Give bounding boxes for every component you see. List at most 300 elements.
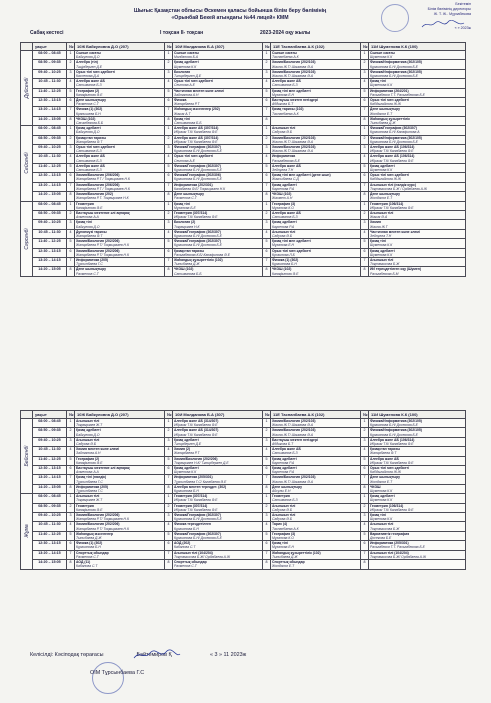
- table-row: [21, 550, 466, 559]
- lesson-cell: [271, 494, 361, 503]
- lesson-cell: [369, 98, 466, 107]
- subject-name: Информатика (205/301): [370, 541, 409, 546]
- lesson-cell: [271, 210, 361, 219]
- subject-name: География (2): [76, 456, 100, 461]
- table-row: [21, 560, 466, 569]
- day-cell: [21, 201, 33, 276]
- teacher-name: Жаина Ж.Т/ Шаимова Ә.А: [272, 139, 314, 144]
- subject-name: Физика/Информатика (302/105): [370, 60, 422, 65]
- subject-name: Ағылшын тілі (104/204): [174, 550, 213, 555]
- teacher-name: Абдикова Б.Т: [272, 102, 294, 107]
- lesson-cell: [271, 513, 361, 522]
- lesson-cell: [173, 145, 263, 154]
- subject-name: Химия/Биология (202/103): [272, 135, 316, 140]
- lesson-number: 3: [67, 513, 75, 522]
- lesson-number: 7: [263, 550, 271, 559]
- subject-name: Жаһандық мәселелер: [76, 531, 113, 536]
- lesson-cell: [173, 550, 263, 559]
- lesson-cell: [173, 154, 263, 163]
- lesson-number: 1: [165, 201, 173, 210]
- lesson-number: 1: [165, 51, 173, 60]
- subject-name: Частичная мектеп және әлемі: [370, 229, 420, 234]
- teacher-name: Кабдыгайсова Ж.Ж: [370, 102, 401, 107]
- lesson-number: 3: [165, 513, 173, 522]
- column-header: 11Е Таспанбаева А.К (102): [271, 43, 361, 51]
- lesson-number: 5: [67, 163, 75, 172]
- lesson-number: 5: [263, 163, 271, 172]
- teacher-name: Сатыманов Б.З: [272, 451, 298, 456]
- lesson-cell: [75, 116, 165, 125]
- lesson-number: 7: [361, 475, 369, 484]
- lesson-cell: [369, 229, 466, 238]
- teacher-name: Сатыманов Б.З: [76, 168, 102, 173]
- time-cell: 09:40 – 10:25: [33, 437, 67, 446]
- subject-name: Қазақ тілі мен әдебиеті: [272, 239, 311, 244]
- subject-name: Қазақ тілі: [76, 220, 92, 225]
- teacher-name: Жаина Ж.Т/ Шаимова Ә.А: [272, 149, 314, 154]
- lesson-cell: [369, 522, 466, 531]
- teacher-name: Канафинова Ә.Е: [76, 507, 103, 512]
- lesson-number: 8: [263, 116, 271, 125]
- table-row: [21, 69, 466, 78]
- lesson-number: 6: [361, 98, 369, 107]
- day-name: Дүйсенбі: [23, 77, 30, 99]
- lesson-number: 6: [165, 541, 173, 550]
- lesson-number: 1: [263, 126, 271, 135]
- teacher-name: Тоқмырзаев Ж.Т: [76, 498, 103, 503]
- time-cell: 13:20 – 14:15: [33, 182, 67, 191]
- lesson-cell: [75, 513, 165, 522]
- lesson-cell: [75, 192, 165, 201]
- header-row: [21, 43, 466, 51]
- lesson-number: 1: [361, 494, 369, 503]
- teacher-name: Шуменова К.К: [174, 470, 197, 475]
- teacher-name: Шуменова К.К: [370, 517, 393, 522]
- subject-name: Қазақстан тарихы: [174, 248, 205, 253]
- lesson-number: 3: [165, 437, 173, 446]
- teacher-name: Сатыманов Б.З: [76, 83, 102, 88]
- lesson-cell: [369, 419, 466, 428]
- lesson-cell: [369, 173, 466, 182]
- lesson-number: 2: [361, 210, 369, 219]
- subject-name: Бастауыш мектеп негіздері: [272, 98, 318, 103]
- lesson-cell: [271, 522, 361, 531]
- lesson-number: 3: [165, 145, 173, 154]
- column-header: №: [361, 43, 369, 51]
- lesson-cell: [369, 182, 466, 191]
- subject-name: Орыс тілі мен әдебиеті: [76, 145, 115, 150]
- teacher-name: Ибраим Т.К/ Калабаева Ә.Е: [174, 423, 218, 428]
- subject-name: Бастауыш мектеп негіздері: [272, 437, 318, 442]
- subject-name: Қазақ әдебиеті: [272, 220, 297, 225]
- teacher-name: Каукенова Р.А: [272, 470, 295, 475]
- time-cell: 12:30 – 13:15: [33, 248, 67, 257]
- lesson-cell: [75, 163, 165, 172]
- table-row: [21, 531, 466, 540]
- subject-name: Химия/Биология (202/206): [174, 456, 218, 461]
- table-row: [21, 428, 466, 437]
- lesson-number: 8: [67, 267, 75, 276]
- approval-date: « » 2023ж: [454, 26, 471, 30]
- lesson-number: 6: [67, 248, 75, 257]
- teacher-name: Ибраим Т.К/ Калабаева Ә.Е: [370, 460, 414, 465]
- time-cell: 08:00 – 08:45: [33, 494, 67, 503]
- subject-name: Дене шынықтыру: [76, 98, 107, 103]
- lesson-cell: [173, 126, 263, 135]
- teacher-name: Канафинова Ә.Е: [76, 460, 103, 465]
- table-row: [21, 541, 466, 550]
- time-cell: 10:45 – 11:30: [33, 229, 67, 238]
- lesson-cell: [369, 428, 466, 437]
- time-cell: 11:40 – 12:25: [33, 456, 67, 465]
- oim-label: ОІМ Тұрсынбаева Г.С: [90, 670, 145, 676]
- lesson-number: 8: [361, 560, 369, 569]
- teacher-name: Кургиянова Б.Н: [272, 262, 297, 267]
- subject-name: Орыс тілі мен әдебиеті: [76, 69, 115, 74]
- teacher-name: Рахымбекова Б.М: [370, 271, 399, 276]
- teacher-name: Тұрсынбаева Г.С: [76, 489, 103, 494]
- teacher-name: Канафинова Ә.Е: [272, 271, 299, 276]
- lesson-number: 3: [361, 145, 369, 154]
- lesson-cell: [75, 60, 165, 69]
- lesson-cell: [173, 257, 263, 266]
- subject-name: Химия/Биология (202/206): [76, 522, 120, 527]
- lesson-cell: [271, 267, 361, 276]
- lesson-number: 7: [263, 475, 271, 484]
- lesson-number: 4: [165, 154, 173, 163]
- lesson-number: 8: [361, 267, 369, 276]
- lesson-cell: [173, 192, 263, 201]
- teacher-name: Ибраим Т.К/ Калабаева Ә.Е: [174, 507, 218, 512]
- lesson-cell: [369, 79, 466, 88]
- teacher-name: Жаина Ж.Т/ Шаимова Ә.А: [272, 74, 314, 79]
- subject-name: Биология: [174, 69, 191, 74]
- lesson-number: 6: [361, 173, 369, 182]
- lesson-cell: [271, 69, 361, 78]
- subject-name: Қазақ әдебиеті: [370, 494, 395, 499]
- lesson-number: 1: [361, 51, 369, 60]
- lesson-cell: [369, 560, 466, 569]
- subject-name: Информатика (205): [76, 484, 109, 489]
- lesson-number: 8: [263, 560, 271, 569]
- lesson-cell: [173, 531, 263, 540]
- lesson-cell: [271, 437, 361, 446]
- subject-name: Алгебра және АБ: [272, 447, 301, 452]
- lesson-cell: [271, 192, 361, 201]
- lesson-cell: [369, 466, 466, 475]
- column-header: 10И Молданова Б.А (307): [173, 43, 263, 51]
- subject-name: Физика/География (202/307): [174, 239, 221, 244]
- lesson-number: 2: [361, 60, 369, 69]
- subject-name: Алгебра және АБ: [76, 79, 105, 84]
- lesson-cell: [75, 531, 165, 540]
- teacher-name: Зайтанова А.Н: [174, 92, 199, 97]
- approval-line-1: Бекітемін: [455, 2, 471, 6]
- lesson-number: 5: [361, 88, 369, 97]
- teacher-name: Кургиянова Б.Н/ Досекова Б.Е: [174, 517, 222, 522]
- teacher-name: Кургиянова Б.Н/ Досекова Б.Е: [174, 168, 222, 173]
- subject-name: Ағылшын тілі: [272, 513, 296, 518]
- table-row: [21, 466, 466, 475]
- teacher-name: Кусаинова Л.Б: [272, 252, 295, 257]
- teacher-name: Жапарбаева Р.Т: [174, 102, 200, 107]
- lesson-number: 6: [263, 466, 271, 475]
- subject-name: Вариативтік география: [370, 531, 410, 536]
- timetable-week-part-1: [20, 42, 466, 277]
- subject-name: Информатика: [272, 154, 296, 159]
- lesson-number: 8: [165, 192, 173, 201]
- lesson-number: 4: [67, 154, 75, 163]
- teacher-name: Жапарбаева Р.Т / Тоқмырзаев Н.К: [76, 177, 130, 182]
- lesson-cell: [271, 503, 361, 512]
- time-cell: 08:00 – 08:45: [33, 201, 67, 210]
- teacher-name: Жапарбаева Р.Т/ Тоқмырзаев Н.К: [76, 243, 129, 248]
- lesson-number: 5: [263, 531, 271, 540]
- lesson-number: 6: [165, 98, 173, 107]
- time-cell: 14:20 – 15:05: [33, 560, 67, 569]
- table-row: [21, 210, 466, 219]
- table-row: [21, 173, 466, 182]
- lesson-cell: [75, 419, 165, 428]
- teacher-name: Кургиянова Б.Н/ Досекова Б.Е: [370, 423, 418, 428]
- subject-name: Ағылшын тілі: [76, 419, 100, 423]
- subject-name: Алгебра және АБ (307/314): [174, 135, 219, 140]
- teacher-name: Рахымбеков Т.Т. Рахымбекова Б.Е: [370, 92, 425, 97]
- subject-name: Алгебра және АБ: [272, 79, 301, 84]
- lesson-cell: [369, 192, 466, 201]
- lesson-number: 7: [67, 475, 75, 484]
- time-cell: 12:30 – 13:15: [33, 466, 67, 475]
- teacher-name: Байкулова Д.О: [76, 130, 100, 135]
- teacher-name: Жапарбаева Ә.Т: [370, 451, 397, 456]
- teacher-name: Ибраим Т.К/ Калабаева Ә.Е: [370, 205, 414, 210]
- teacher-name: Жапарбаева Ә.Т: [76, 233, 103, 238]
- teacher-name: Куанышева Б.Н: [76, 111, 101, 116]
- teacher-name: Тәнирберген Д.Е: [174, 74, 202, 79]
- subject-name: Дене шынықтыру: [370, 192, 401, 197]
- lesson-cell: [271, 88, 361, 97]
- subject-name: Сынып сағаты: [76, 51, 101, 55]
- lesson-number: 4: [67, 229, 75, 238]
- lesson-number: 6: [263, 541, 271, 550]
- lesson-number: 4: [361, 522, 369, 531]
- lesson-cell: [271, 428, 361, 437]
- lesson-cell: [369, 513, 466, 522]
- lesson-cell: [75, 79, 165, 88]
- subject-name: Физика (1) (302): [272, 257, 299, 262]
- lesson-cell: [173, 220, 263, 229]
- lesson-number: 5: [263, 88, 271, 97]
- title-line-2: «Орынбай Бекей атындағы №44 лицей» КММ: [171, 14, 289, 21]
- teacher-name: Жакия Ә.А: [370, 215, 388, 220]
- lesson-cell: [369, 541, 466, 550]
- teacher-name: Байкулова Д.О: [76, 224, 100, 229]
- lesson-cell: [271, 145, 361, 154]
- subject-name: Химия (2): [174, 447, 191, 452]
- teacher-name: Мұханова Е.Н: [272, 545, 294, 550]
- teacher-name: Кургиянова Б.Н/ Досекова Б.Е: [370, 74, 418, 79]
- lesson-number: 2: [165, 135, 173, 144]
- lesson-number: 4: [67, 522, 75, 531]
- column-header: №: [165, 43, 173, 51]
- subject-name: Қазақ әдебиеті: [272, 182, 297, 187]
- lesson-cell: [75, 229, 165, 238]
- time-cell: 08:50 – 09:35: [33, 210, 67, 219]
- teacher-name: Рахметов С.Т: [76, 554, 99, 559]
- time-cell: 13:20 – 14:15: [33, 475, 67, 484]
- teacher-name: Тыныбаева Д.Ж: [174, 262, 200, 267]
- lesson-number: 6: [165, 248, 173, 257]
- lesson-number: 1: [165, 126, 173, 135]
- subject-name: Геометрия: [272, 494, 290, 499]
- lesson-number: 5: [67, 456, 75, 465]
- lesson-number: 7: [165, 550, 173, 559]
- lesson-cell: [271, 163, 361, 172]
- teacher-name: Таспанбаева А.К: [272, 526, 299, 531]
- lesson-cell: [173, 107, 263, 116]
- lesson-cell: [75, 456, 165, 465]
- lesson-cell: [369, 135, 466, 144]
- subject-name: Геометрия (106/314): [370, 201, 404, 206]
- time-cell: 08:50 – 09:35: [33, 503, 67, 512]
- lesson-cell: [369, 550, 466, 559]
- lesson-number: 3: [263, 69, 271, 78]
- subject-name: Ағылшын тілі: [370, 257, 394, 262]
- lesson-number: 1: [263, 201, 271, 210]
- subject-name: Химия/Биология (202/103): [272, 69, 316, 74]
- teacher-name: Кургиянова Б.Н/ Досекова Б.Е: [370, 139, 418, 144]
- teacher-name: Зайтанова А.Н: [76, 451, 101, 456]
- subject-name: Дене шынықтыру: [174, 192, 205, 197]
- lesson-number: 6: [67, 173, 75, 182]
- teacher-name: Рахымбеков Т.Т. Рахымбекова Б.Е: [370, 545, 425, 550]
- lesson-number: 3: [361, 513, 369, 522]
- subject-name: Химия/Биология (202/103): [272, 145, 316, 150]
- subject-name: Информатика (205/301): [174, 475, 213, 480]
- teacher-name: Сатыманов Б.З: [76, 149, 102, 154]
- day-header: [21, 411, 33, 419]
- teacher-name: Канафинова Ә.Е: [76, 205, 103, 210]
- lesson-number: 8: [67, 484, 75, 493]
- subject-name: Дене шынықтыру: [272, 484, 303, 489]
- teacher-name: Мұханова Е.Н: [272, 243, 294, 248]
- subject-name: Ағылшын тілі: [272, 126, 296, 131]
- subject-name: Қазақ тілі: [370, 79, 386, 84]
- lesson-number: 1: [361, 126, 369, 135]
- teacher-name: Шуменова К.К: [370, 168, 393, 173]
- teacher-name: Кургиянова Б.Н/ Досекова Б.Е: [174, 233, 222, 238]
- time-cell: 09:40 – 10:25: [33, 69, 67, 78]
- lesson-number: 2: [263, 210, 271, 219]
- subject-name: АОД (11): [76, 560, 91, 565]
- teacher-name: Кабанова С.Т: [76, 564, 98, 569]
- teacher-name: Рахметов С.Т: [76, 271, 99, 276]
- lesson-number: 4: [67, 79, 75, 88]
- lesson-number: 7: [165, 107, 173, 116]
- column-header: №: [67, 411, 75, 419]
- lesson-cell: [173, 541, 263, 550]
- subject-name: Қазақ әдебиеті: [174, 437, 199, 442]
- lesson-number: 5: [361, 163, 369, 172]
- teacher-name: Садуова Ә.Б: [272, 233, 293, 238]
- lesson-number: 7: [361, 257, 369, 266]
- lesson-number: 7: [361, 107, 369, 116]
- teacher-name: Тоқмырзаев Ж.Т: [76, 423, 103, 428]
- lesson-cell: [75, 257, 165, 266]
- footer-stamp: [92, 662, 124, 694]
- lesson-number: 1: [263, 51, 271, 60]
- lesson-cell: [75, 466, 165, 475]
- teacher-name: Байкулова Д.О: [76, 432, 100, 437]
- teacher-name: Ибраим Т.К/ Калабаева Ә.Е: [174, 130, 218, 135]
- subject-name: Химия: [370, 220, 381, 225]
- lesson-number: 1: [67, 494, 75, 503]
- subject-name: Орыс тілі мен әдебиеті: [370, 98, 409, 103]
- lesson-number: 6: [263, 98, 271, 107]
- lesson-number: 2: [67, 428, 75, 437]
- subject-name: Физика/География (302/307): [174, 145, 221, 150]
- teacher-name: Кабдыгайсова Ж.Ж: [370, 177, 401, 182]
- lesson-number: 2: [165, 503, 173, 512]
- lesson-cell: [271, 484, 361, 493]
- lesson-number: 3: [263, 513, 271, 522]
- teacher-name: Зейнулла Т.Н: [370, 233, 392, 238]
- lesson-number: 5: [361, 239, 369, 248]
- subject-name: Қазақ әдебиеті: [370, 163, 395, 168]
- teacher-name: Сатыманова Б.Б: [174, 271, 202, 276]
- lesson-cell: [369, 267, 466, 276]
- approval-line-2: Білім бөлімінің директоры: [427, 7, 471, 11]
- subject-name: Химия/Биология (202/206): [76, 248, 120, 253]
- lesson-cell: [271, 107, 361, 116]
- lesson-cell: [173, 484, 263, 493]
- subject-name: Қазақ тілі: [272, 541, 288, 546]
- subject-name: Ағылшын тілі: [272, 229, 296, 234]
- subject-name: Алгебра (тіл): [76, 60, 98, 65]
- lesson-cell: [173, 560, 263, 569]
- header-row: [21, 411, 466, 419]
- teacher-name: Ибраим Т.К/ Калабаева Ә.Е: [370, 149, 414, 154]
- time-cell: 08:00 – 08:45: [33, 126, 67, 135]
- lesson-cell: [173, 69, 263, 78]
- time-cell: 12:30 – 13:15: [33, 98, 67, 107]
- subject-name: Алгебра және АБ (106/314): [370, 145, 415, 150]
- lesson-cell: [271, 229, 361, 238]
- subject-name: Физика/География (302/307): [174, 531, 221, 536]
- subject-name: Жаһандық құзыреттілік (102): [272, 550, 321, 555]
- teacher-name: Каукенова Р.А: [272, 460, 295, 465]
- table-row: [21, 192, 466, 201]
- subject-name: Алгебра және АБ (314/307): [174, 428, 219, 433]
- teacher-name: Садуова Ә.Б: [272, 517, 293, 522]
- lesson-cell: [75, 126, 165, 135]
- teacher-name: Сатыманов Б.З: [272, 215, 298, 220]
- footer-date: « 3 » 11 2023ж: [210, 652, 247, 658]
- teacher-name: Досекова Б.Е: [370, 536, 392, 541]
- lesson-cell: [369, 447, 466, 456]
- lesson-cell: [271, 154, 361, 163]
- lesson-cell: [173, 79, 263, 88]
- lesson-cell: [75, 239, 165, 248]
- time-cell: 08:50 – 09:35: [33, 428, 67, 437]
- teacher-name: Жаксыбаева С.Д: [272, 177, 299, 182]
- lesson-cell: [173, 135, 263, 144]
- lesson-number: 4: [361, 447, 369, 456]
- lesson-number: 5: [263, 239, 271, 248]
- subject-name: Ағылшын тілі (нөлдік курс): [370, 182, 417, 187]
- lesson-cell: [271, 447, 361, 456]
- lesson-number: 3: [165, 220, 173, 229]
